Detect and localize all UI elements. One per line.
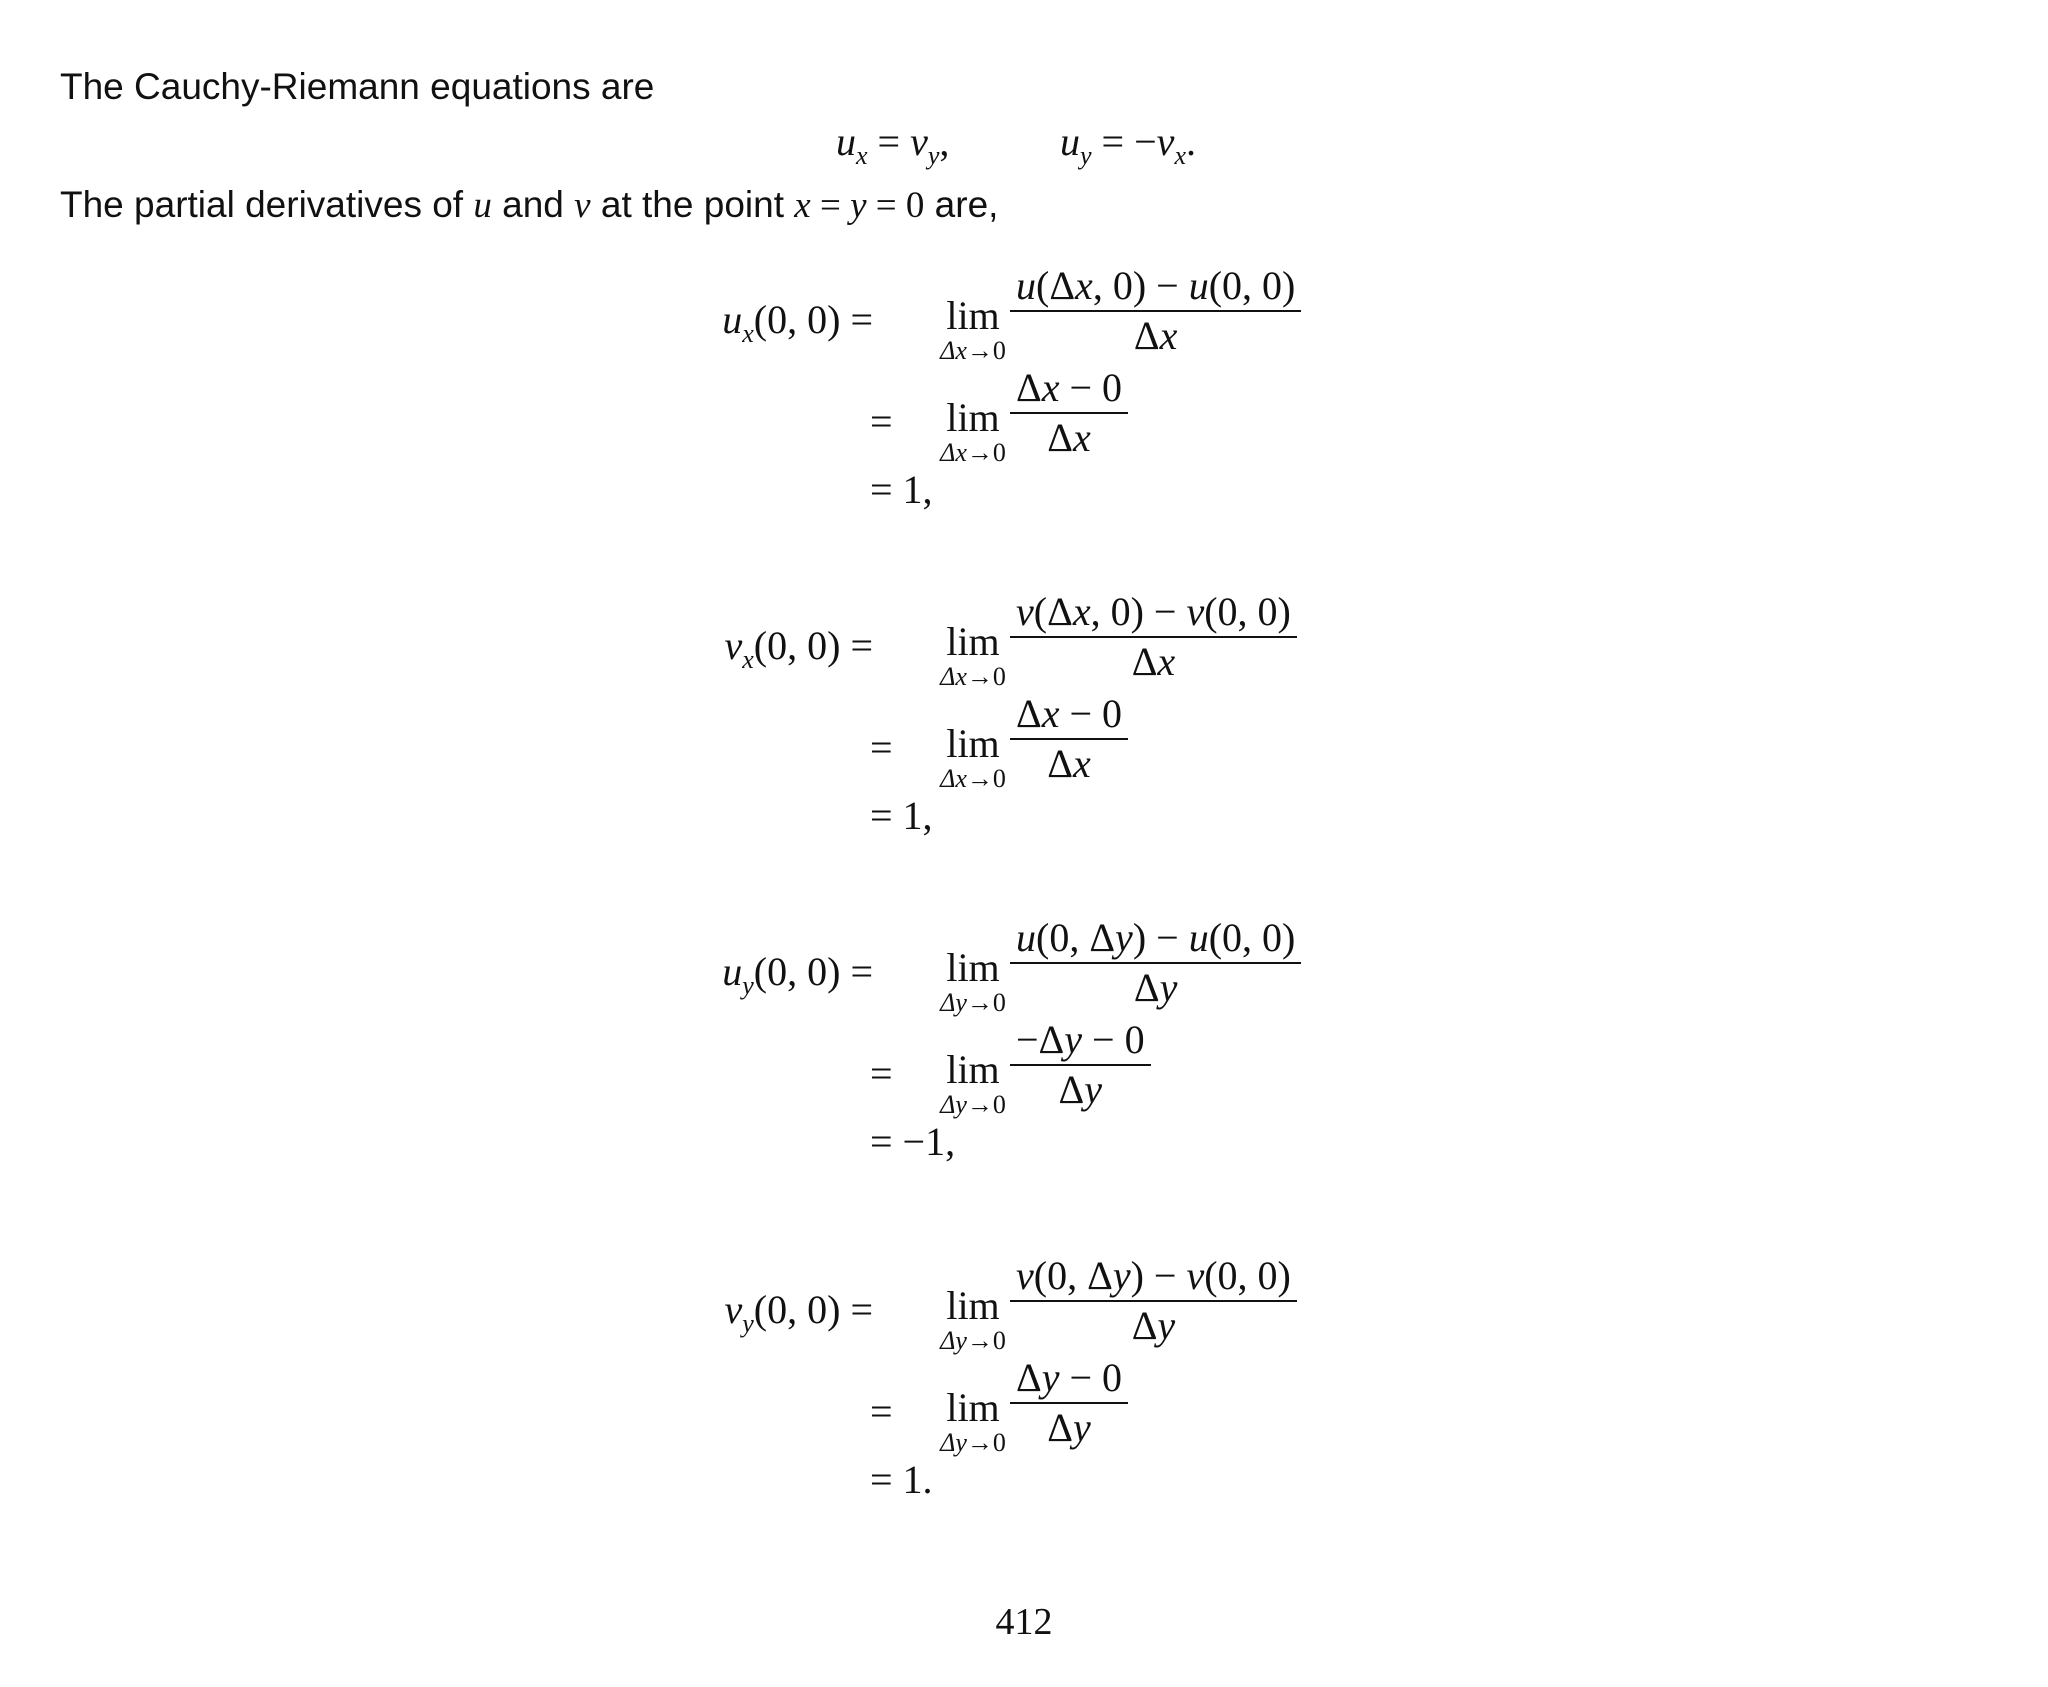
lhs-vx: $v_x(0$, 0) = [724,623,873,674]
fraction-ux-2 [1010,364,1128,462]
equals-sign: = [870,399,893,444]
partials-text-at: at the point [600,184,784,225]
limit-2: lim Δy→0 [940,1047,1006,1119]
numerator: u(Δx, 0) − u(0, 0) [1016,263,1296,308]
u-symbol: u [473,185,492,226]
fraction-vx-1 [1010,588,1297,686]
numerator: Δy − 0 [1016,1355,1123,1400]
limit-1: lim Δx→0 [940,619,1006,691]
partials-text-and: and [502,184,564,225]
denominator: Δx [1047,415,1091,460]
numerator: −Δy − 0 [1016,1017,1145,1062]
denominator: Δy [1131,1303,1176,1348]
partials-text-start: The partial derivatives of [60,184,464,225]
numerator: u(0, Δy) − u(0, 0) [1016,915,1296,960]
fraction-vy-2 [1010,1354,1128,1452]
fraction-vx-2 [1010,690,1128,788]
page-number: 412 [995,1601,1053,1643]
fraction-ux-1 [1010,262,1301,360]
limit-1: lim Δy→0 [940,945,1006,1017]
result-vx: = 1, [870,793,933,838]
lhs-ux: $u_x(0$, 0) = [722,297,873,348]
equals-sign: = [870,1051,893,1096]
numerator: Δx − 0 [1016,691,1123,736]
v-symbol: v [574,185,591,226]
denominator: Δy [1047,1405,1091,1450]
limit-2: lim Δx→0 [940,395,1006,467]
fraction-vy-1 [1010,1252,1297,1350]
limit-2: lim Δy→0 [940,1385,1006,1457]
limit-2: lim Δx→0 [940,721,1006,793]
denominator: Δy [1133,965,1178,1010]
result-vy: = 1. [870,1457,933,1502]
lhs-uy: $u_y(0$, 0) = [722,949,873,1000]
limit-1: lim Δy→0 [940,1283,1006,1355]
numerator: Δx − 0 [1016,365,1123,410]
limit-1: lim Δx→0 [940,293,1006,365]
equals-sign: = [870,1389,893,1434]
fraction-uy-2 [1010,1016,1151,1114]
partials-paragraph [60,184,998,227]
intro-paragraph: The Cauchy-Riemann equations are [60,66,655,107]
fraction-uy-1 [1010,914,1301,1012]
partials-text-end: are, [934,184,999,225]
equals-sign: = [870,725,893,770]
cr-equation-2: $u_y = -v_x$. [1060,119,1196,170]
point-expression: x = y = 0 [794,185,925,226]
denominator: Δy [1058,1067,1103,1112]
cr-equation-1: $u_x = v_y$, [836,119,950,170]
numerator: v(Δx, 0) − v(0, 0) [1016,589,1291,634]
lhs-vy: $v_y(0$, 0) = [724,1287,873,1338]
result-uy: = −1, [870,1119,956,1164]
denominator: Δx [1047,741,1091,786]
result-ux: = 1, [870,467,933,512]
numerator: v(0, Δy) − v(0, 0) [1016,1253,1291,1298]
denominator: Δx [1131,639,1176,684]
denominator: Δx [1133,313,1178,358]
